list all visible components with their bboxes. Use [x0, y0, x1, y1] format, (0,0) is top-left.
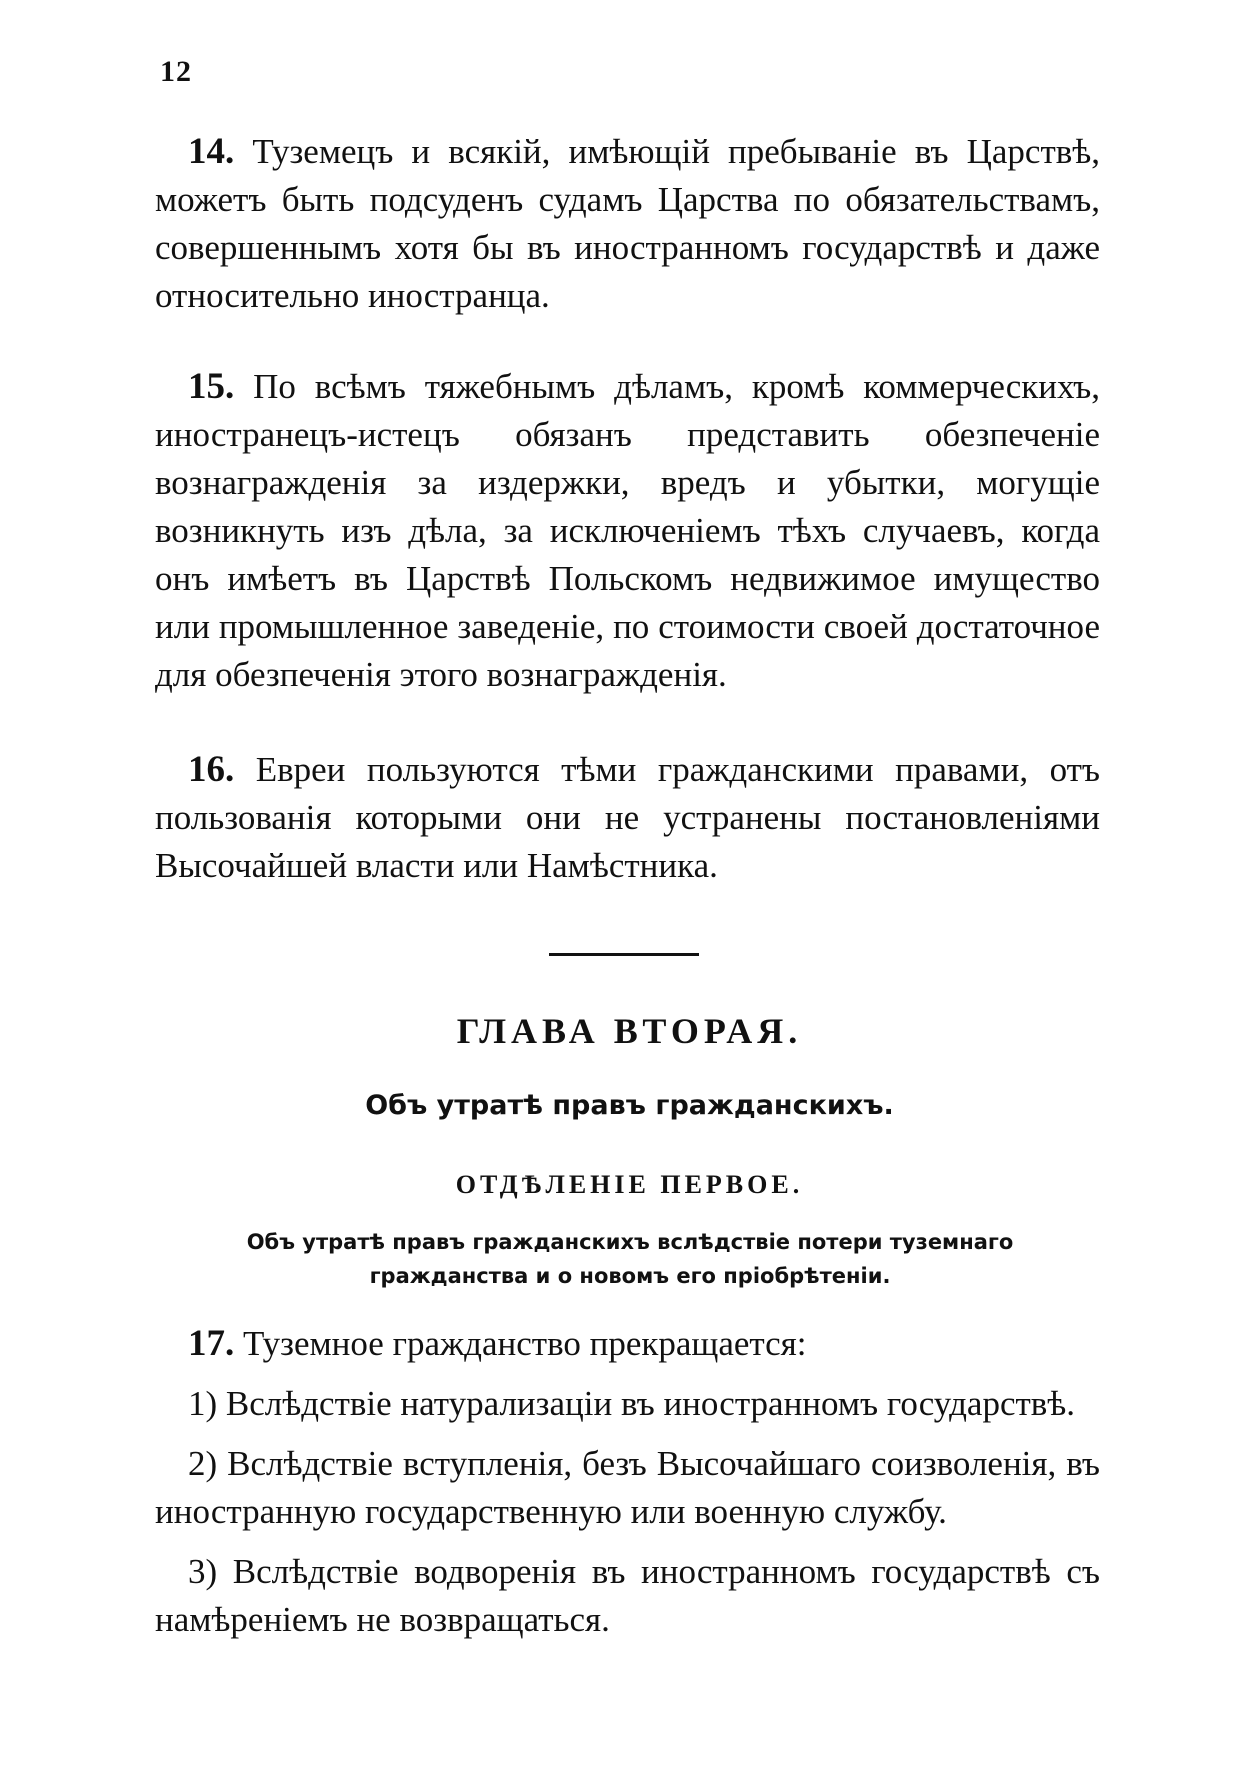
article-number: 15. [188, 366, 235, 407]
article-17-lead [155, 1320, 1100, 1368]
page-number: 12 [160, 55, 192, 88]
section-subtitle [180, 1225, 1080, 1293]
section-title: ОТДѢЛЕНІЕ ПЕРВОЕ. [455, 1170, 804, 1199]
chapter-subtitle: Объ утратѣ правъ гражданскихъ. [365, 1090, 894, 1121]
list-item: 1) Вслѣдствіе натурализаціи въ иностранномъ государствѣ. [188, 1384, 1076, 1423]
article-text: Евреи пользуются тѣми гражданскими правами, отъ пользованія которыми они не устранены постановленіями Высочайшей власти или Намѣстника. [155, 750, 1101, 885]
section-divider [549, 953, 699, 956]
article-text: Туземецъ и всякій, имѣющій пребываніе въ Царствѣ, можетъ быть подсуденъ судамъ Царства по обязательствамъ, совершеннымъ хотя бы въ иностранномъ государствѣ и даже относительно иностранца. [155, 132, 1101, 315]
section-subtitle-line: гражданства и о новомъ его пріобрѣтеніи. [369, 1264, 891, 1288]
article-number: 17. [188, 1323, 235, 1364]
article-17 [155, 1320, 1100, 1656]
list-item: 3) Вслѣдствіе водворенія въ иностранномъ государствѣ съ намѣреніемъ не возвращаться. [155, 1552, 1100, 1639]
section-subtitle-line: Объ утратѣ правъ гражданскихъ вслѣдствіе потери туземнаго [246, 1230, 1014, 1254]
article-number: 16. [188, 749, 235, 790]
article-number: 14. [188, 131, 235, 172]
article-text: По всѣмъ тяжебнымъ дѣламъ, кромѣ коммерческихъ, иностранецъ-истецъ обязанъ представить обезпеченіе вознагражденія за издержки, вредъ и убытки, могущіе возникнуть изъ дѣла, за исключеніемъ тѣхъ случаевъ, когда онъ имѣетъ въ Царствѣ Польскомъ недвижимое имущество или промышленное заведеніе, по стоимости своей достаточное для обезпеченія этого вознагражденія. [155, 367, 1101, 694]
article-16 [155, 746, 1100, 890]
list-item: 2) Вслѣдствіе вступленія, безъ Высочайшаго соизволенія, въ иностранную государственную или военную службу. [155, 1444, 1100, 1531]
chapter-title: ГЛАВА ВТОРАЯ. [456, 1011, 803, 1051]
article-14 [155, 128, 1100, 320]
article-text: Туземное гражданство прекращается: [243, 1324, 807, 1363]
article-15 [155, 363, 1100, 699]
